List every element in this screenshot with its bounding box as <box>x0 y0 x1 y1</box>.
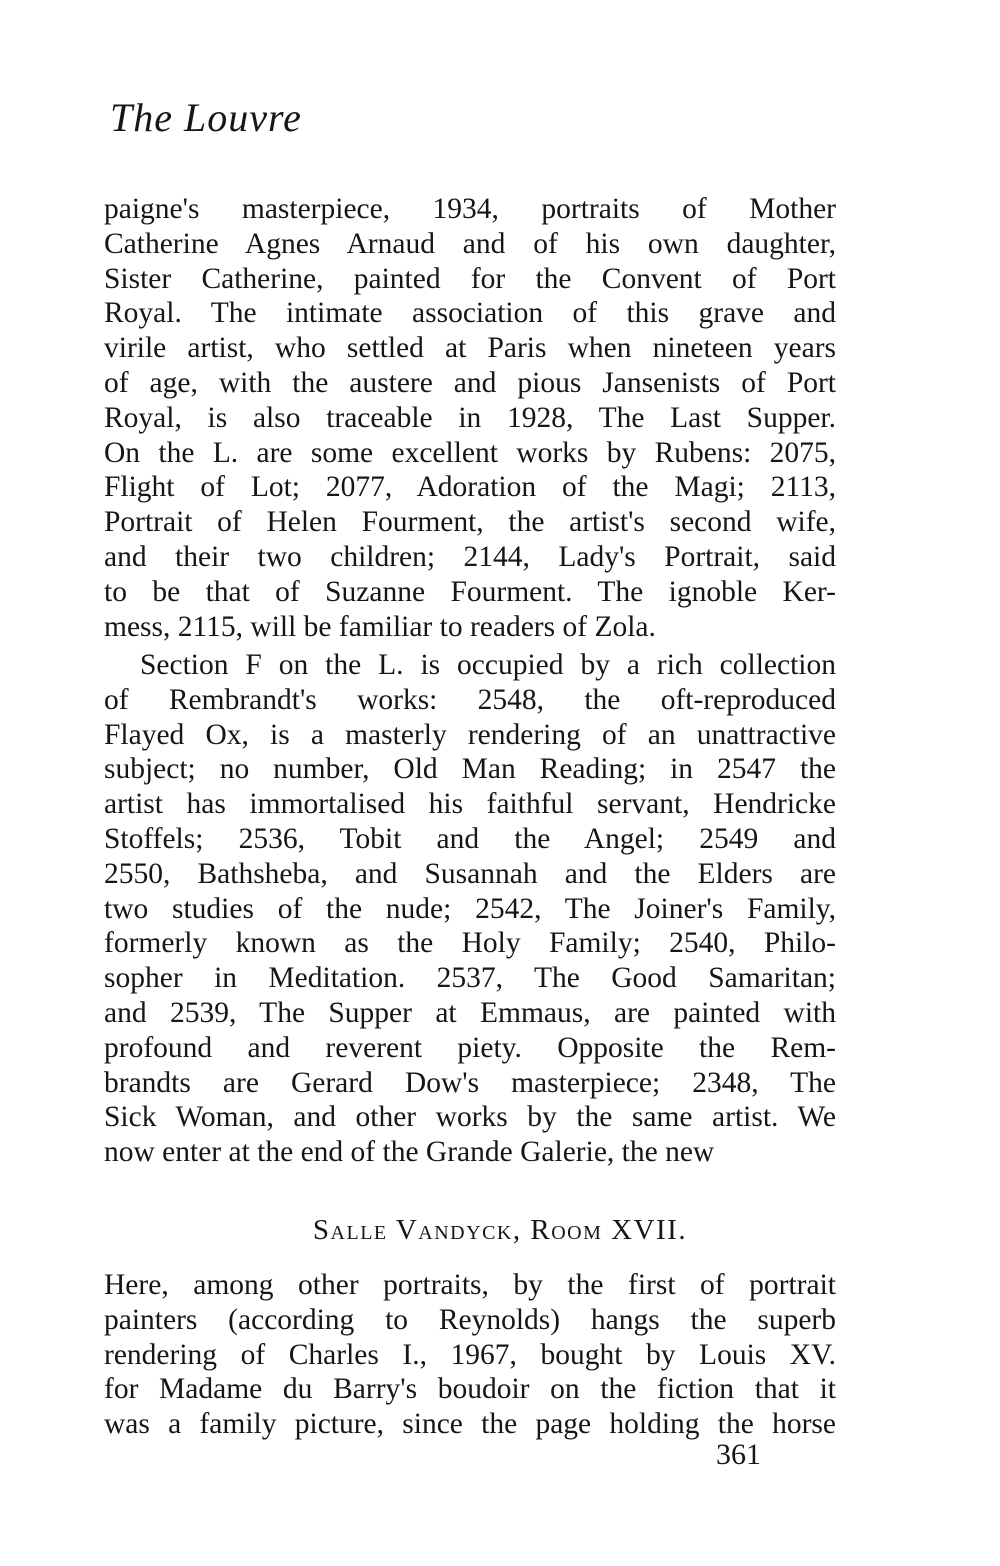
text-line: brandts are Gerard Dow's masterpiece; 2348, The <box>104 1066 836 1099</box>
running-head: The Louvre <box>110 95 302 140</box>
text-line: rendering of Charles I., 1967, bought by Louis XV. <box>104 1338 836 1371</box>
text-line: sopher in Meditation. 2537, The Good Samaritan; <box>104 962 836 995</box>
text-line: artist has immortalised his faithful servant, Hendricke <box>104 788 836 821</box>
text-line: to be that of Suzanne Fourment. The ignoble Ker- <box>104 575 836 608</box>
text-line: formerly known as the Holy Family; 2540, Philo- <box>104 927 836 960</box>
text-line: Portrait of Helen Fourment, the artist's second wife, <box>104 506 836 539</box>
section-heading-title: Salle Vandyck, Room <box>312 1214 603 1246</box>
text-line: painters (according to Reynolds) hangs the superb <box>104 1303 836 1336</box>
text-line: for Madame du Barry's boudoir on the fiction that it <box>104 1373 836 1406</box>
text-line: and 2539, The Supper at Emmaus, are painted with <box>104 996 836 1029</box>
text-line: now enter at the end of the Grande Galerie, the new <box>104 1136 715 1169</box>
text-line: was a family picture, since the page holding the horse <box>104 1408 836 1441</box>
section-heading <box>0 1216 1000 1245</box>
text-line: Stoffels; 2536, Tobit and the Angel; 2549 and <box>104 822 836 855</box>
text-line: and their two children; 2144, Lady's Portrait, said <box>104 540 836 573</box>
text-line: Catherine Agnes Arnaud and of his own daughter, <box>104 227 836 260</box>
text-line: Flight of Lot; 2077, Adoration of the Magi; 2113, <box>104 471 836 504</box>
text-line: Sister Catherine, painted for the Convent of Port <box>104 262 836 295</box>
text-line: of Rembrandt's works: 2548, the oft-reproduced <box>104 683 836 716</box>
text-line: Here, among other portraits, by the first of portrait <box>104 1269 836 1301</box>
paragraph-rubens <box>104 192 836 644</box>
text-line: paigne's masterpiece, 1934, portraits of Mother <box>104 193 836 225</box>
page-number: 361 <box>716 1438 761 1471</box>
text-line: profound and reverent piety. Opposite the Rem- <box>104 1031 836 1064</box>
text-line: mess, 2115, will be familiar to readers of Zola. <box>104 610 656 643</box>
text-line: Section F on the L. is occupied by a rich collection <box>140 649 836 681</box>
text-line: Flayed Ox, is a masterly rendering of an unattractive <box>104 718 836 751</box>
text-line: Royal. The intimate association of this grave and <box>104 297 836 330</box>
text-line: On the L. are some excellent works by Rubens: 2075, <box>104 436 836 469</box>
text-line: subject; no number, Old Man Reading; in 2547 the <box>104 753 836 786</box>
text-line: two studies of the nude; 2542, The Joiner's Family, <box>104 892 836 925</box>
paragraph-rembrandt <box>104 648 836 1170</box>
text-line: 2550, Bathsheba, and Susannah and the Elders are <box>104 857 836 890</box>
text-line: Sick Woman, and other works by the same artist. We <box>104 1101 836 1134</box>
section-heading-numeral: XVII. <box>611 1214 688 1246</box>
paragraph-vandyck <box>104 1268 836 1442</box>
text-line: Royal, is also traceable in 1928, The Last Supper. <box>104 401 836 434</box>
text-line: virile artist, who settled at Paris when nineteen years <box>104 332 836 365</box>
text-line: of age, with the austere and pious Jansenists of Port <box>104 366 836 399</box>
